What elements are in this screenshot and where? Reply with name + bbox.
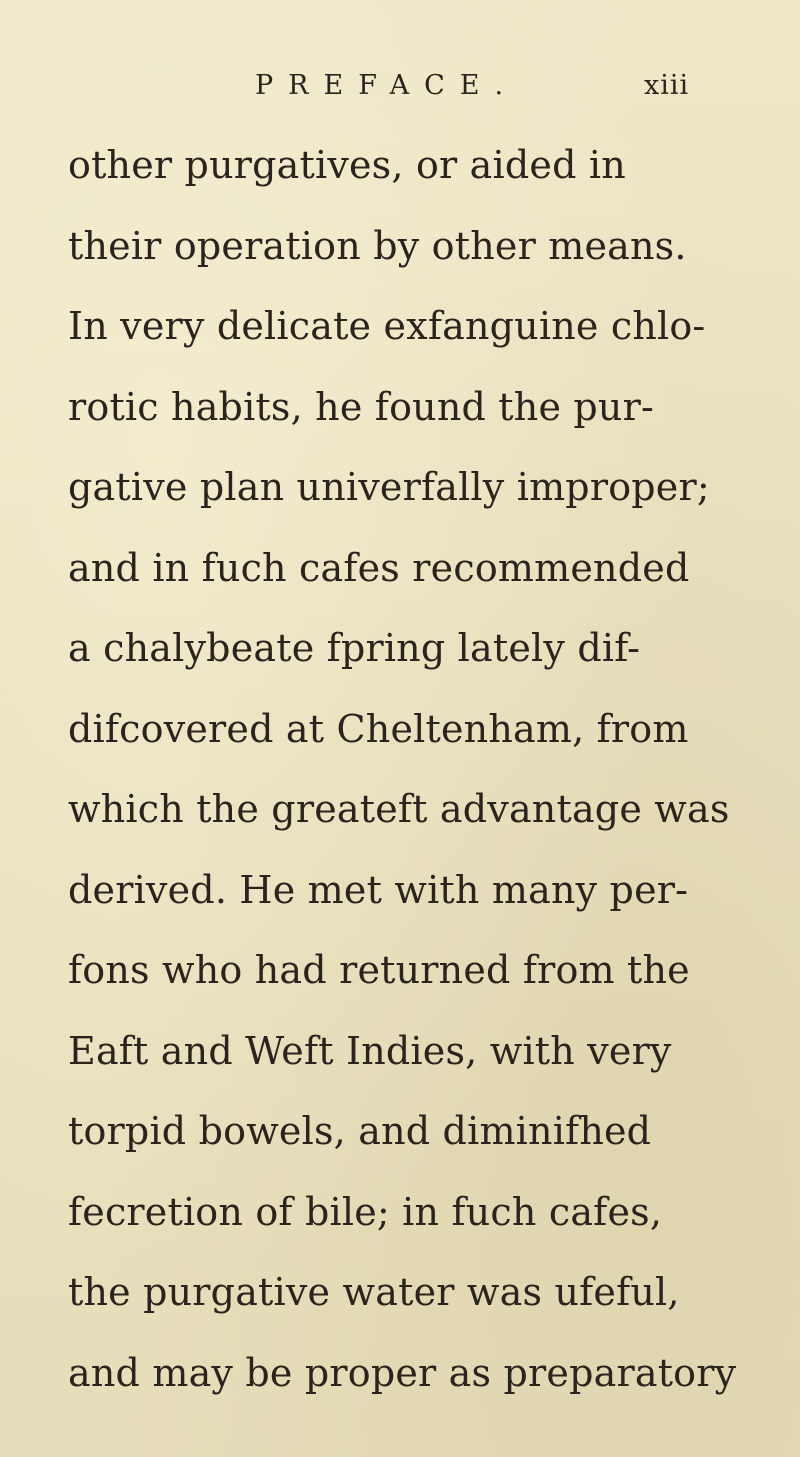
text-line: gative plan univerfally improper; bbox=[68, 465, 710, 509]
text-line: Eaft and Weft Indies, with very bbox=[68, 1028, 672, 1073]
text-line: In very delicate exfanguine chlo- bbox=[68, 304, 706, 348]
text-line: rotic habits, he found the pur- bbox=[68, 384, 655, 429]
body-text bbox=[68, 125, 768, 1413]
text-line: a chalybeate fpring lately dif- bbox=[68, 626, 641, 670]
page-header bbox=[0, 70, 800, 110]
text-line: fons who had returned from the bbox=[68, 948, 690, 992]
text-line: fecretion of bile; in fuch cafes, bbox=[68, 1189, 663, 1234]
page-number: xiii bbox=[644, 70, 690, 101]
running-head: PREFACE. bbox=[255, 70, 519, 101]
text-line: difcovered at Cheltenham, from bbox=[68, 706, 689, 751]
text-line: other purgatives, or aided in bbox=[68, 143, 626, 187]
text-line: which the greateft advantage was bbox=[68, 787, 730, 831]
text-line: and in fuch cafes recommended bbox=[68, 545, 690, 590]
text-line: torpid bowels, and diminifhed bbox=[68, 1109, 652, 1153]
text-line: derived. He met with many per- bbox=[68, 867, 689, 912]
text-line: the purgative water was ufeful, bbox=[68, 1270, 680, 1314]
text-line: and may be proper as preparatory bbox=[68, 1350, 737, 1395]
text-line: their operation by other means. bbox=[68, 223, 687, 268]
